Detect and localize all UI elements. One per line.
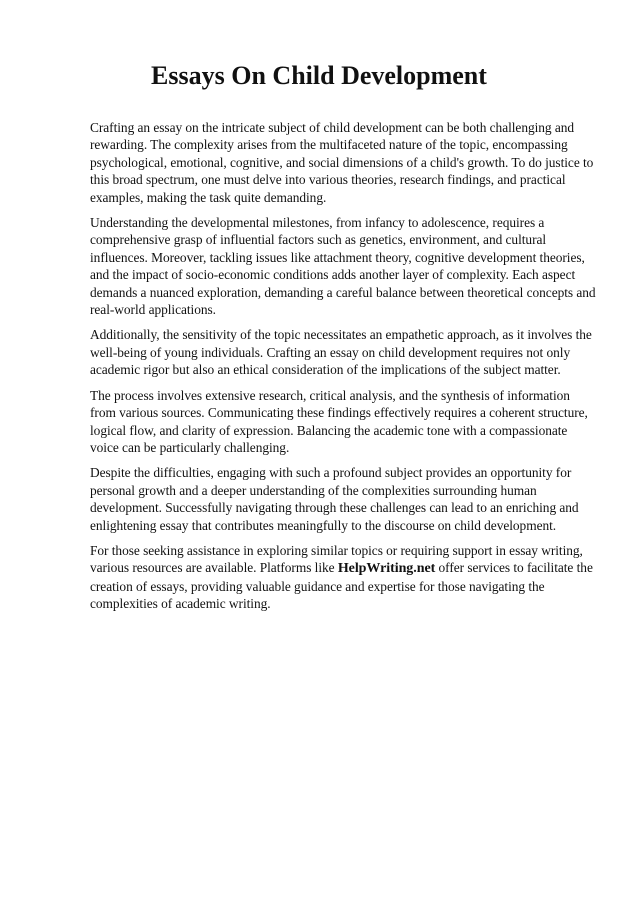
paragraph-4: The process involves extensive research, critical analysis, and the synthesis of information from various sources. Communicating these findings effectively requires a coherent structure, logical flow, and clarity of expression. Balancing the academic tone with a compassionate voice can be particularly challenging. xyxy=(90,387,588,455)
document-body xyxy=(90,119,598,621)
paragraph-3: Additionally, the sensitivity of the topic necessitates an empathetic approach, as it involves the well-being of young individuals. Crafting an essay on child development requires not only academic rigor but also an ethical consideration of the implications of the subject matter. xyxy=(90,327,592,378)
paragraph-6 xyxy=(90,542,598,613)
paragraph-5: Despite the difficulties, engaging with such a profound subject provides an opportunity for personal growth and a deeper understanding of the complexities surrounding human development. Successfully navigating through these challenges can lead to an enriching and enlightening essay that contributes meaningfully to the discourse on child development. xyxy=(90,465,579,533)
paragraph-6-before-link: For those seeking assistance in exploring similar topics or requiring support in essay writing, various resources are available. Platforms like xyxy=(90,542,583,576)
paragraph-6-after-link: offer services to facilitate the creation of essays, providing valuable guidance and expertise for those navigating the complexities of academic writing. xyxy=(90,560,593,612)
helpwriting-link[interactable]: HelpWriting.net xyxy=(337,561,436,577)
paragraph-1: Crafting an essay on the intricate subject of child development can be both challenging and rewarding. The complexity arises from the multifaceted nature of the topic, encompassing psychological, emotional, cognitive, and social dimensions of a child's growth. To do justice to this broad spectrum, one must delve into various theories, research findings, and practical examples, making the task quite demanding. xyxy=(90,120,594,205)
paragraph-2: Understanding the developmental milestones, from infancy to adolescence, requires a comprehensive grasp of influential factors such as genetics, environment, and cultural influences. Moreover, tackling issues like attachment theory, cognitive development theories, and the impact of socio-economic conditions adds another layer of complexity. Each aspect demands a nuanced exploration, demanding a careful balance between theoretical concepts and real-world applications. xyxy=(90,215,596,318)
document-title: Essays On Child Development xyxy=(151,61,487,90)
